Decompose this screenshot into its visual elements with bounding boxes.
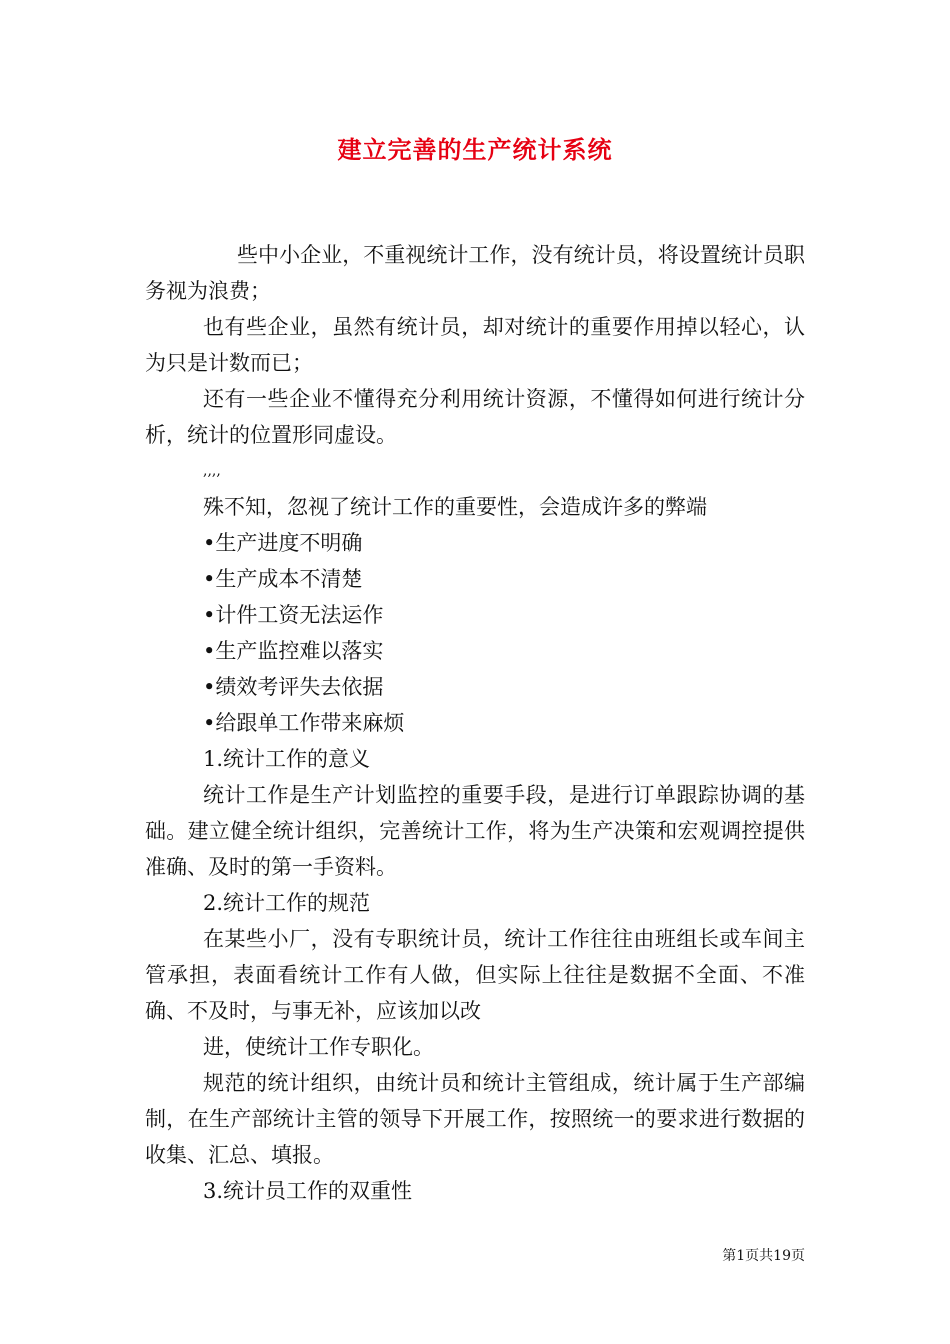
paragraph: 还有一些企业不懂得充分利用统计资源，不懂得如何进行统计分析，统计的位置形同虚设。	[145, 387, 805, 447]
paragraph: 在某些小厂，没有专职统计员，统计工作往往由班组长或车间主管承担，表面看统计工作有人做，但实际上往往是数据不全面、不准确、不及时，与事无补，应该加以改	[145, 927, 805, 1023]
paragraph: 些中小企业，不重视统计工作，没有统计员，将设置统计员职务视为浪费；	[145, 243, 805, 303]
paragraph: 殊不知，忽视了统计工作的重要性，会造成许多的弊端	[203, 495, 707, 519]
paragraph: 统计工作是生产计划监控的重要手段，是进行订单跟踪协调的基础。建立健全统计组织，完善统计工作，将为生产决策和宏观调控提供准确、及时的第一手资料。	[145, 783, 805, 879]
paragraph: 也有些企业，虽然有统计员，却对统计的重要作用掉以轻心，认为只是计数而已；	[145, 315, 805, 375]
page-number: 第1页共19页	[722, 1248, 805, 1264]
bullet-item: •生产监控难以落实	[203, 639, 384, 663]
bullet-item: •给跟单工作带来麻烦	[203, 711, 405, 735]
document-title: 建立完善的生产统计系统	[337, 135, 613, 164]
bullet-item: •计件工资无法运作	[203, 603, 384, 627]
paragraph: 规范的统计组织，由统计员和统计主管组成，统计属于生产部编制，在生产部统计主管的领导下开展工作，按照统一的要求进行数据的收集、汇总、填报。	[145, 1071, 805, 1167]
section-heading: 3.统计员工作的双重性	[203, 1179, 413, 1203]
paragraph: 进，使统计工作专职化。	[203, 1035, 434, 1059]
bullet-item: •绩效考评失去依据	[203, 675, 384, 699]
paragraph-marks: ,,,,	[203, 463, 221, 479]
bullet-item: •生产进度不明确	[203, 531, 363, 555]
section-heading: 1.统计工作的意义	[203, 747, 371, 771]
section-heading: 2.统计工作的规范	[203, 891, 371, 915]
document-body	[145, 237, 805, 1209]
bullet-item: •生产成本不清楚	[203, 567, 363, 591]
